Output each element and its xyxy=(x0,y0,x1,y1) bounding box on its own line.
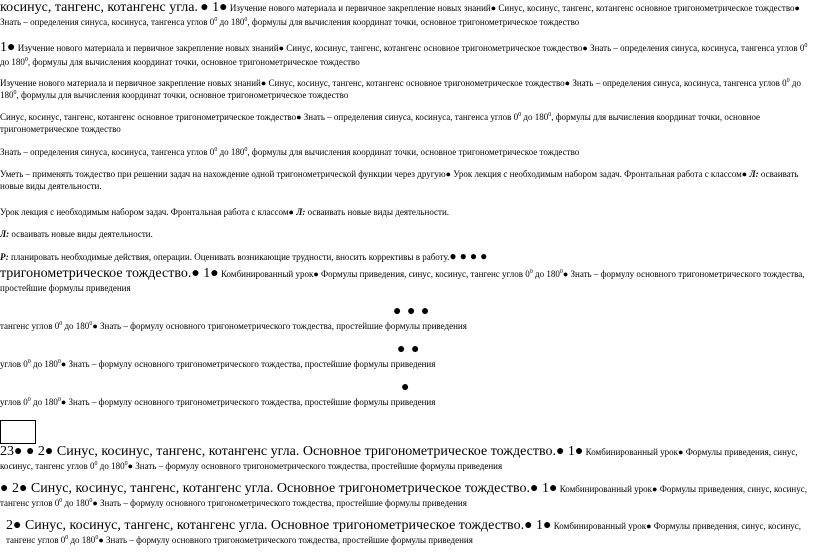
degree-sup: 0 xyxy=(124,461,128,467)
body-text: , формулы для вычисления координат точки, основное тригонометрическое тождество xyxy=(247,147,580,157)
body-text: , формулы для вычисления координат точки, основное тригонометрическое тождество xyxy=(16,90,349,100)
body-text: до 180 xyxy=(32,397,58,407)
body-text: углов 0 xyxy=(0,359,28,369)
body-text: ● Знать – формулу основного тригонометрического тождества, простейшие формулы приведения xyxy=(60,397,436,407)
degree-sup: 0 xyxy=(548,112,552,118)
body-text: до 180 xyxy=(99,461,125,471)
bullet-row: ● ● ● xyxy=(393,304,431,319)
body-text: до 180 xyxy=(70,535,96,545)
degree-sup: 0 xyxy=(59,498,63,504)
label-r: Р: xyxy=(0,252,9,262)
body-text: до 180 xyxy=(32,359,58,369)
body-text: планировать необходимые действия, операции. Оценивать возникающие трудности, вносить коррективы в работу. xyxy=(10,252,450,262)
bullet-marker: ● 1● xyxy=(200,0,228,15)
body-text: , формулы для вычисления координат точки, основное тригонометрическое тождество xyxy=(247,17,580,27)
body-text: до 180 xyxy=(219,17,245,27)
body-text: до 180 xyxy=(219,147,245,157)
body-text: Комбинированный урок● Формулы приведения, синус, косинус, тангенс углов 0 xyxy=(0,484,807,508)
heading-text: косинус, тангенс, котангенс угла. xyxy=(0,0,198,15)
bullet-group: ● ● ● ● xyxy=(449,249,488,263)
body-text: ● Знать – формулу основного тригонометрического тождества, простейшие формулы приведения xyxy=(92,498,467,508)
body-text: Изучение нового материала и первичное закрепление новых знаний● Синус, косинус, тангенс, котангенс основное тригонометрическое тождество● Знать – определения синуса, косинуса, тангенса углов 0 xyxy=(0,3,800,27)
body-text: , формулы для вычисления координат точки, основное тригонометрическое тождество xyxy=(0,112,761,134)
degree-sup: 0 xyxy=(518,112,522,118)
bullet-marker: 1● xyxy=(0,40,16,55)
degree-sup: 0 xyxy=(804,43,808,49)
heading-text: ● 2● Синус, косинус, тангенс, котангенс угла. Основное тригонометрическое тождество.● 1● xyxy=(0,481,558,496)
degree-sup: 0 xyxy=(89,498,93,504)
label-l: Л: xyxy=(749,169,759,179)
paragraph-9 xyxy=(0,250,814,263)
degree-sup: 0 xyxy=(94,461,98,467)
paragraph-13 xyxy=(0,396,814,408)
degree-sup: 0 xyxy=(27,397,31,403)
degree-sup: 0 xyxy=(214,17,218,23)
body-text: тангенс углов 0 xyxy=(0,321,60,331)
body-text: до 180 xyxy=(0,57,25,67)
paragraph-2 xyxy=(0,40,814,68)
heading-text: тригонометрическое тождество.● 1● xyxy=(0,266,219,281)
label-l: Л: xyxy=(296,207,306,217)
body-text: до 180 xyxy=(64,321,90,331)
body-text: осваивать новые виды деятельности. xyxy=(307,207,450,217)
bullet-row: ● xyxy=(401,380,411,395)
body-text: Комбинированный урок● Формулы приведения, синус, косинус, тангенс углов 0 xyxy=(6,521,802,545)
body-text: Уметь – применять тождество при решении задач на нахождение одной тригонометрической функции через другую● Урок лекция с необходимым набором задач. Фронтальная работа с классом● xyxy=(0,169,748,179)
body-text: до 180 xyxy=(64,498,90,508)
heading-text: 23● ● 2● Синус, косинус, тангенс, котангенс угла. Основное тригонометрическое тождество.● 1● xyxy=(0,444,584,459)
body-text: ● Знать – формулу основного тригонометрического тождества, простейшие формулы приведения xyxy=(0,269,805,293)
degree-sup: 0 xyxy=(65,535,69,541)
degree-sup: 0 xyxy=(786,78,790,84)
paragraph-6 xyxy=(0,168,814,192)
degree-sup: 0 xyxy=(89,321,93,327)
body-text: до 180 xyxy=(523,112,549,122)
degree-sup: 0 xyxy=(13,90,17,96)
body-text: ● Знать – формулу основного тригонометрического тождества, простейшие формулы приведения xyxy=(98,535,473,545)
paragraph-14 xyxy=(0,444,814,472)
degree-sup: 0 xyxy=(214,147,218,153)
bullet-row: ● ● xyxy=(397,342,421,357)
degree-sup: 0 xyxy=(529,269,533,275)
body-text: ● Знать – формулу основного тригонометрического тождества, простейшие формулы приведения xyxy=(127,461,503,471)
body-text: до 180 xyxy=(535,269,560,279)
body-text: 0 xyxy=(89,461,95,471)
body-text: Комбинированный урок● Формулы приведения, синус, косинус, тангенс углов xyxy=(0,447,798,471)
paragraph-8 xyxy=(0,228,814,240)
paragraph-11 xyxy=(0,320,814,332)
paragraph-4 xyxy=(0,111,814,135)
paragraph-15 xyxy=(0,481,814,509)
body-text: Комбинированный урок● Формулы приведения, синус, косинус, тангенс углов 0 xyxy=(221,269,530,279)
body-text: ● Знать – формулу основного тригонометрического тождества, простейшие формулы приведения xyxy=(92,321,467,331)
body-text: Знать – определения синуса, косинуса, тангенса углов 0 xyxy=(0,147,215,157)
body-text: Синус, косинус, тангенс, котангенс основное тригонометрическое тождество● Знать – определения синуса, косинуса, тангенса углов 0 xyxy=(0,112,519,122)
empty-table-cell xyxy=(0,420,36,444)
paragraph-16 xyxy=(6,518,814,546)
paragraph-7 xyxy=(0,206,814,218)
heading-text: 2● Синус, косинус, тангенс, котангенс угла. Основное тригонометрическое тождество.● 1● xyxy=(6,518,552,533)
body-text: осваивать новые виды деятельности. xyxy=(0,169,799,191)
body-text: Изучение нового материала и первичное закрепление новых знаний● Синус, косинус, тангенс, котангенс основное тригонометрическое тождество● Знать – определения синуса, косинуса, тангенса углов 0 xyxy=(0,78,787,88)
degree-sup: 0 xyxy=(559,269,563,275)
body-text: Урок лекция с необходимым набором задач. Фронтальная работа с классом● xyxy=(0,207,294,217)
paragraph-5 xyxy=(0,146,814,158)
body-text: до 180 xyxy=(0,78,801,100)
degree-sup: 0 xyxy=(24,57,28,63)
degree-sup: 0 xyxy=(59,321,63,327)
degree-sup: 0 xyxy=(95,535,99,541)
degree-sup: 0 xyxy=(57,359,61,365)
paragraph-1 xyxy=(0,0,814,28)
body-text: ● Знать – формулу основного тригонометрического тождества, простейшие формулы приведения xyxy=(60,359,436,369)
degree-sup: 0 xyxy=(244,17,248,23)
degree-sup: 0 xyxy=(27,359,31,365)
paragraph-12 xyxy=(0,358,814,370)
paragraph-10 xyxy=(0,266,814,294)
body-text: осваивать новые виды деятельности. xyxy=(11,229,153,239)
label-l: Л: xyxy=(0,229,10,239)
degree-sup: 0 xyxy=(244,147,248,153)
body-text: , формулы для вычисления координат точки, основное тригонометрическое тождество xyxy=(27,57,360,67)
body-text: Изучение нового материала и первичное закрепление новых знаний● Синус, косинус, тангенс, котангенс основное тригонометрическое тождество● Знать – определения синуса, косинуса, тангенса углов 0 xyxy=(17,43,805,53)
paragraph-3 xyxy=(0,77,814,101)
body-text: углов 0 xyxy=(0,397,28,407)
degree-sup: 0 xyxy=(57,397,61,403)
